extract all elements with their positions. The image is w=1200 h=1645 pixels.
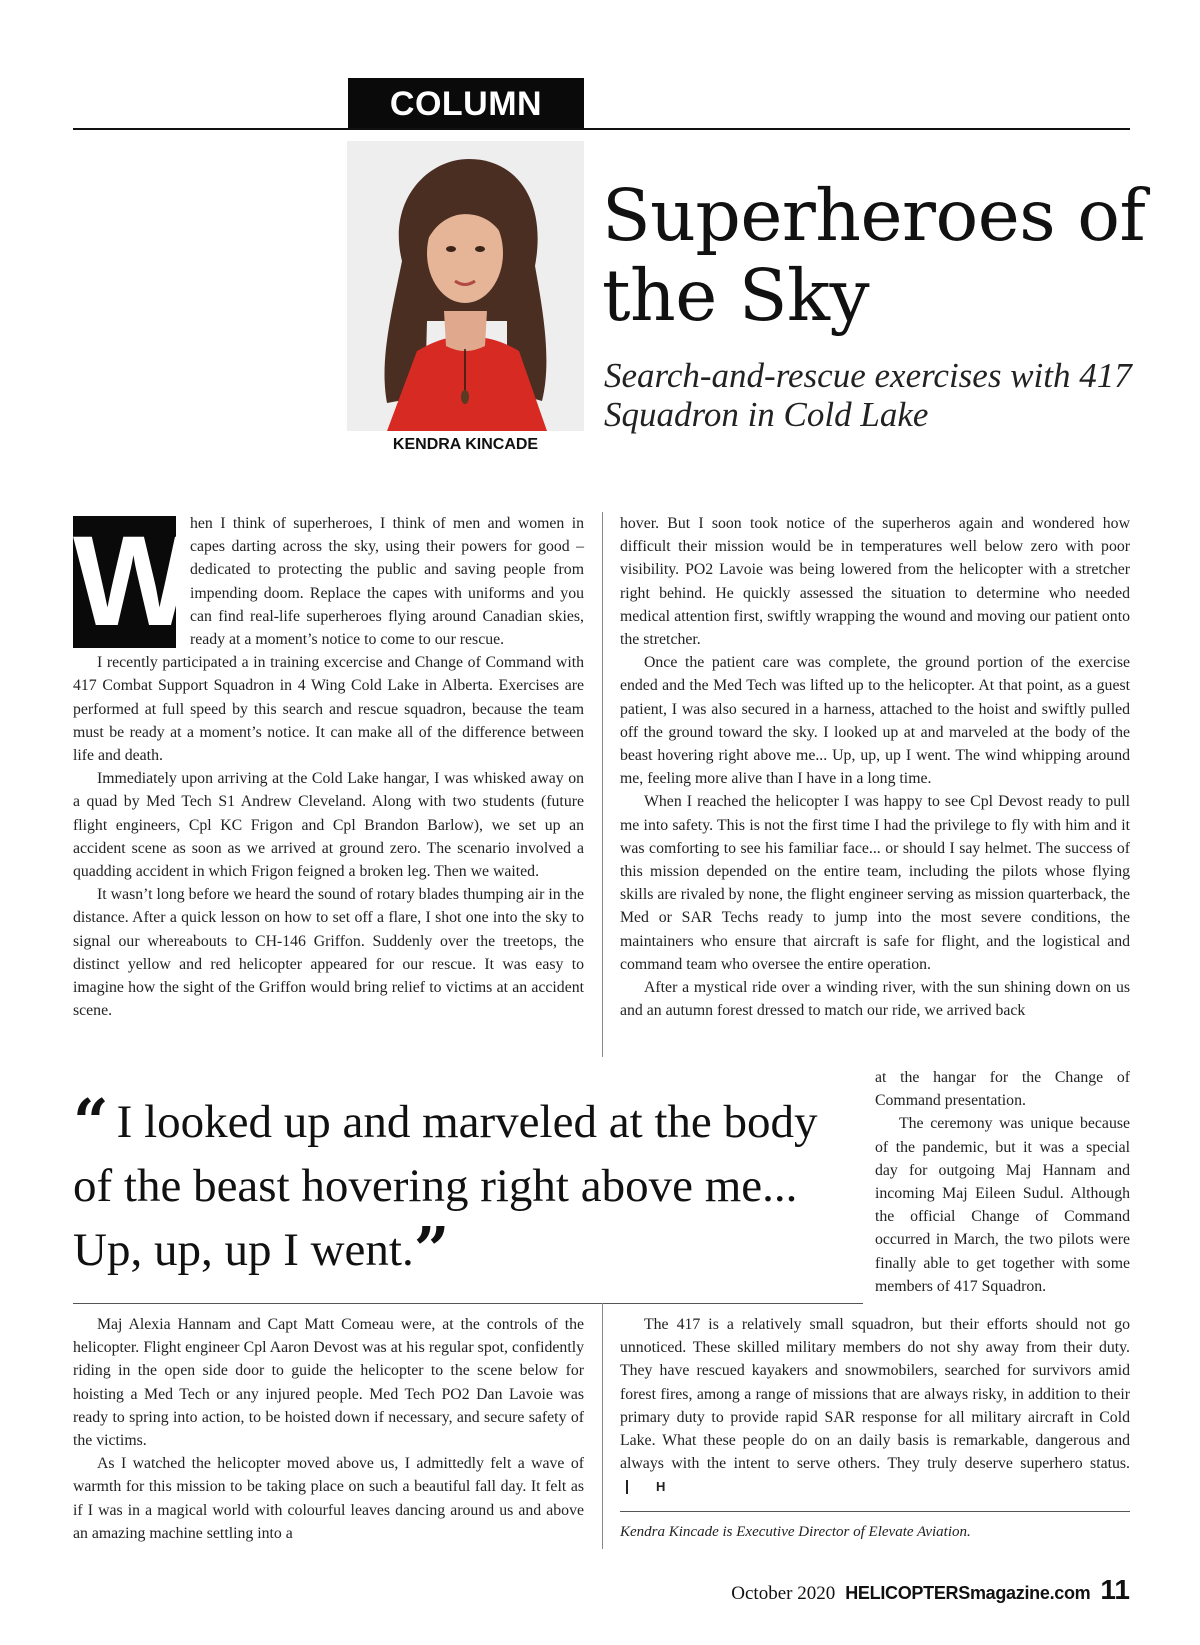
pull-quote <box>73 1085 853 1286</box>
header-rule <box>73 128 1130 130</box>
body-paragraph: After a mystical ride over a winding river, with the sun shining down on us and an autumn forest dressed to match our ride, we arrived back <box>620 979 1130 1020</box>
issue-date: October 2020 <box>731 1583 836 1604</box>
body-paragraph: hen I think of superheroes, I think of men and women in capes darting across the sky, using their powers for good – dedicated to protecting the public and saving people from impending doom. Replace the capes with uniforms and you can find real-life superheroes flying around Canadian skies, ready at a moment’s notice to come to our rescue. <box>190 515 584 649</box>
body-paragraph: When I reached the helicopter I was happy to see Cpl Devost ready to pull me into safety. This is not the first time I had the privilege to fly with him and it was comforting to see his familiar face... or should I say helmet. The success of this mission depended on the entire team, including the pilots whose flying skills are rivaled by none, the flight engineer serving as mission quarterback, the Med or SAR Techs ready to jump into the most severe conditions, the maintainers who ensure that aircraft is safe for flight, and the logistical and command team who oversee the entire operation. <box>620 793 1130 973</box>
author-caption: KENDRA KINCADE <box>392 436 539 453</box>
body-paragraph: It wasn’t long before we heard the sound of rotary blades thumping air in the distance. After a quick lesson on how to set off a flare, I shot one into the sky to signal our whereabouts to CH-146 Griffon. Suddenly over the treetops, the distinct yellow and red helicopter appeared for our rescue. It was easy to imagine how the sight of the Griffon would bring relief to victims at an accident scene. <box>73 886 584 1020</box>
body-paragraph: hover. But I soon took notice of the superheros again and wondered how difficult their mission would be in temperatures well below zero with poor visibility. PO2 Lavoie was being lowered from the helicopter with a stretcher right behind. He quickly assessed the situation to determine who needed medical attention first, swiftly wrapping the wound and moving our patient onto the stretcher. <box>620 515 1130 649</box>
section-tag: COLUMN <box>348 78 584 130</box>
body-column-left-bottom <box>73 1313 584 1545</box>
magazine-website: HELICOPTERSmagazine.com <box>845 1583 1091 1603</box>
body-paragraph: The ceremony was unique because of the pandemic, but it was a special day for outgoing Maj Hannam and incoming Maj Eileen Sudul. Although the official Change of Command occurred in March, the two pilots were finally able to get together with some members of 417 Squadron. <box>875 1115 1130 1295</box>
bio-rule <box>620 1511 1130 1512</box>
body-paragraph: at the hangar for the Change of Command presentation. <box>875 1069 1130 1110</box>
body-paragraph: I recently participated a in training excercise and Change of Command with 417 Combat Support Squadron in 4 Wing Cold Lake in Alberta. Exercises are performed at full speed by this search and rescue squadron, because the team must be ready at a moment’s notice. It can make all of the difference between life and death. <box>73 654 584 765</box>
author-photo <box>347 141 584 431</box>
body-column-right-top <box>620 512 1130 1022</box>
article-subtitle: Search-and-rescue exercises with 417 Squadron in Cold Lake <box>604 356 1132 434</box>
column-divider <box>602 1303 603 1549</box>
column-divider <box>602 512 603 1057</box>
open-quote-mark: “ <box>73 1085 109 1158</box>
body-column-left-top <box>73 512 584 1022</box>
body-paragraph: As I watched the helicopter moved above us, I admittedly felt a wave of warmth for this mission to be taking place on such a beautiful fall day. It felt as if I was in a magical world with colourful leaves dancing around us and above an amazing machine settling into a <box>73 1455 584 1542</box>
body-paragraph: Once the patient care was complete, the ground portion of the exercise ended and the Med Tech was lifted up to the helicopter. At that point, as a guest patient, I was also secured in a harness, attached to the hoist and swiftly pulled off the ground toward the sky. I looked up at and marveled at the body of the beast hovering right above me... Up, up, up I went. The wind whipping around me, feeling more alive than I have in a long time. <box>620 654 1130 788</box>
author-bio: Kendra Kincade is Executive Director of Elevate Aviation. <box>620 1524 971 1540</box>
body-column-right-bottom <box>620 1313 1130 1499</box>
drop-cap: W <box>73 510 188 653</box>
author-portrait-illustration <box>347 141 584 431</box>
body-paragraph <box>620 1313 1130 1499</box>
pull-quote-text: I looked up and marveled at the body of the beast hovering right above me... Up, up, up I went. <box>73 1096 818 1276</box>
pull-quote-rule <box>73 1303 863 1304</box>
close-quote-mark: ” <box>413 1213 450 1286</box>
body-paragraph-text: The 417 is a relatively small squadron, but their efforts should not go unnoticed. These skilled military members do not shy away from their duty. They have rescued kayakers and snowmobilers, searched for survivors amid forest fires, among a range of missions that are always risky, in addition to their primary duty to provide rapid SAR response for all military aircraft in Cold Lake. What these people do on an daily basis is remarkable, dangerous and always with the intent to serve others. They truly deserve superhero status. <box>620 1316 1130 1473</box>
end-mark: H <box>626 1480 665 1494</box>
page-footer <box>731 1574 1130 1606</box>
body-paragraph: Maj Alexia Hannam and Capt Matt Comeau were, at the controls of the helicopter. Flight engineer Cpl Aaron Devost was at his regular spot, confidently riding in the open side door to guide the helicopter to the scene below for hoisting a Med Tech or any injured people. Med Tech PO2 Dan Lavoie was ready to spring into action, to be hoisted down if necessary, and secure safety of the victims. <box>73 1316 584 1450</box>
body-paragraph: Immediately upon arriving at the Cold Lake hangar, I was whisked away on a quad by Med Tech S1 Andrew Cleveland. Along with two students (future flight engineers, Cpl KC Frigon and Cpl Brandon Barlow), we set up an accident scene as soon as we arrived at ground zero. The scenario involved a quadding accident in which Frigon feigned a broken leg. Then we waited. <box>73 770 584 881</box>
page-number: 11 <box>1100 1574 1130 1605</box>
article-title: Superheroes of the Sky <box>602 174 1146 337</box>
body-column-right-narrow <box>875 1066 1130 1298</box>
